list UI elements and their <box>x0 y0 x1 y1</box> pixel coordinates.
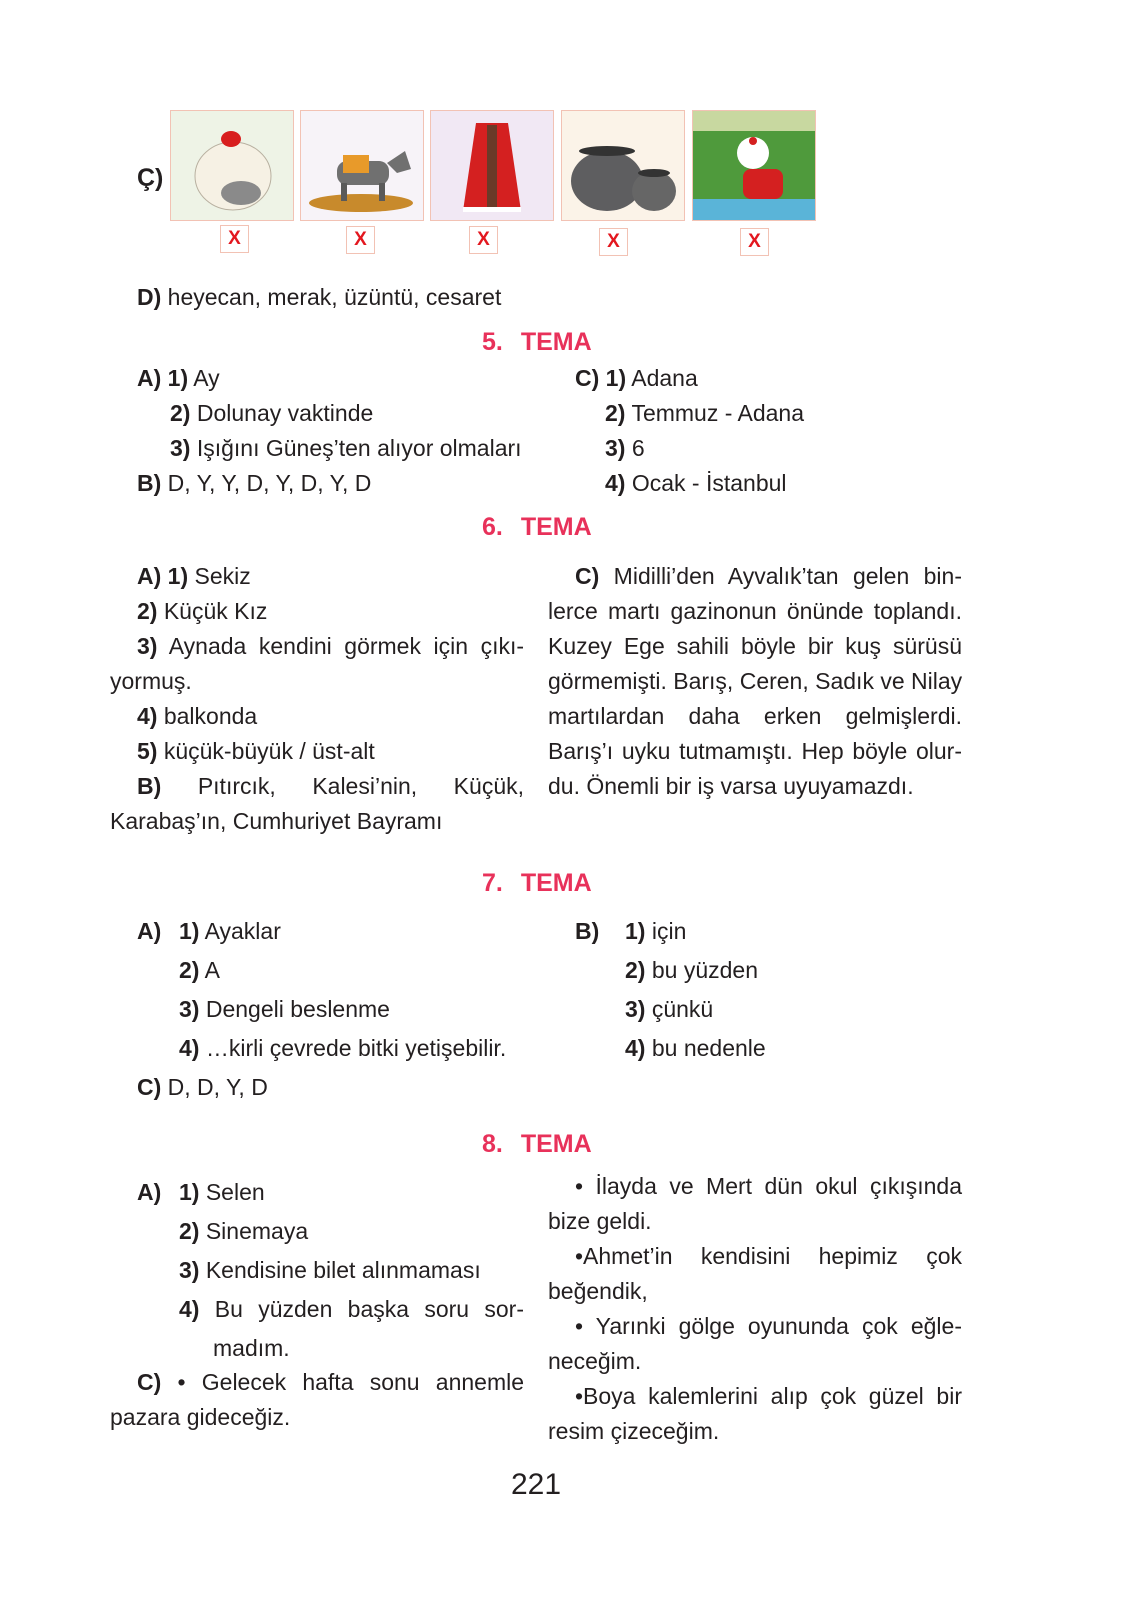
answer-label: A) 1) <box>137 365 189 391</box>
answer-text: 5. <box>482 328 503 356</box>
answer-line <box>137 702 257 730</box>
answer-label: C) <box>575 563 600 589</box>
answer-text: TEMA <box>520 1130 592 1158</box>
answer-text: Kendisine bilet alınmaması <box>205 1257 481 1283</box>
answer-text: Bu yüzden başka soru sor- <box>214 1296 525 1322</box>
answer-text: Adana <box>631 365 698 391</box>
answer-line <box>179 1295 524 1323</box>
answer-text: Ay <box>193 365 220 391</box>
answer-line <box>137 772 524 800</box>
answer-label: C) <box>137 1074 162 1100</box>
answer-text: 8. <box>482 1130 503 1158</box>
answer-line <box>605 434 645 462</box>
paragraph-line: martılardan daha erken gelmişlerdi. <box>548 703 962 729</box>
answer-label: 3) <box>179 996 200 1022</box>
answer-text: • Gelecek hafta sonu annemle <box>177 1369 525 1395</box>
answer-line <box>179 1217 308 1245</box>
answer-line <box>179 1178 265 1206</box>
answer-text: bu yüzden <box>651 957 758 983</box>
answer-line <box>170 434 522 462</box>
cross-mark: X <box>740 228 769 256</box>
answer-line <box>179 956 220 984</box>
answer-line <box>625 917 686 945</box>
answer-label: 2) <box>625 957 646 983</box>
answer-label: 1) <box>625 918 646 944</box>
answer-text: heyecan, merak, üzüntü, cesaret <box>167 284 502 310</box>
answer-line <box>625 995 713 1023</box>
answer-text: 6. <box>482 513 503 541</box>
answer-text: D, D, Y, D <box>167 1074 268 1100</box>
answer-label: C) <box>137 1369 162 1395</box>
answer-label: 4) <box>137 703 158 729</box>
sentence-line: • İlayda ve Mert dün okul çıkışında <box>575 1173 962 1199</box>
answer-text: Sinemaya <box>205 1218 309 1244</box>
tema-6-heading <box>482 512 592 542</box>
answer-text: çünkü <box>651 996 714 1022</box>
answer-text: Ocak - İstanbul <box>631 470 787 496</box>
answer-label: 2) <box>170 400 191 426</box>
answer-d <box>137 283 501 311</box>
answer-line <box>110 667 192 695</box>
answer-label: C) 1) <box>575 365 627 391</box>
answer-line <box>605 469 787 497</box>
answer-line <box>625 1034 766 1062</box>
answer-text: Dolunay vaktinde <box>196 400 374 426</box>
answer-label: B) <box>137 773 162 799</box>
answer-label: 5) <box>137 738 158 764</box>
sentence-line: •Boya kalemlerini alıp çok güzel bir <box>575 1383 962 1409</box>
answer-label: 2) <box>179 1218 200 1244</box>
sentence-line: beğendik, <box>548 1278 648 1304</box>
answer-text: Aynada kendini görmek için çıkı- <box>168 633 525 659</box>
cooking-pots-image <box>561 110 685 221</box>
answer-label: 3) <box>179 1257 200 1283</box>
answer-line: madım. <box>213 1335 290 1361</box>
answer-line <box>137 1368 524 1396</box>
answer-label: 2) <box>137 598 158 624</box>
answer-text: 7. <box>482 869 503 897</box>
answer-line <box>179 995 390 1023</box>
answer-line <box>137 562 251 590</box>
section-label-c-cedilla: Ç) <box>137 164 164 192</box>
answer-text: Küçük Kız <box>163 598 268 624</box>
answer-text: balkonda <box>163 703 258 729</box>
label-a: A) <box>137 918 162 944</box>
answer-text: …kirli çevrede bitki yetişebilir. <box>205 1035 507 1061</box>
answer-text: TEMA <box>520 513 592 541</box>
label-a: A) <box>137 1179 162 1205</box>
answer-text: 6 <box>631 435 645 461</box>
answer-label: 1) <box>179 1179 200 1205</box>
turban-image <box>170 110 294 221</box>
answer-text: yormuş. <box>110 668 192 694</box>
answer-text: Midilli’den Ayvalık’tan gelen bin- <box>613 563 962 589</box>
answer-line <box>575 364 698 392</box>
page-number: 221 <box>510 1468 562 1501</box>
answer-text: Dengeli beslenme <box>205 996 390 1022</box>
paragraph-line: lerce martı gazinonun önünde toplandı. <box>548 598 962 624</box>
tema-8-heading <box>482 1129 592 1159</box>
answer-line <box>625 956 758 984</box>
answer-label: 3) <box>170 435 191 461</box>
answer-text: Selen <box>205 1179 265 1205</box>
sentence-line: resim çizeceğim. <box>548 1418 720 1444</box>
answer-text: küçük-büyük / üst-alt <box>163 738 375 764</box>
label-b: B) <box>575 918 600 944</box>
answer-label: 4) <box>179 1296 200 1322</box>
answer-line <box>170 399 373 427</box>
answer-label: A) 1) <box>137 563 189 589</box>
paragraph-line: Barış’ı uyku tutmamıştı. Hep böyle olur- <box>548 738 962 764</box>
answer-label: B) <box>137 470 162 496</box>
tema-7-heading <box>482 868 592 898</box>
red-kaftan-image <box>430 110 554 221</box>
answer-line <box>179 1034 506 1062</box>
paragraph-line: görmemişti. Barış, Ceren, Sadık ve Nilay <box>548 668 963 694</box>
answer-text: Temmuz - Adana <box>631 400 805 426</box>
answer-label: 1) <box>179 918 200 944</box>
cross-mark: X <box>469 226 498 254</box>
answer-text: Pıtırcık, Kalesi’nin, Küçük, <box>197 773 525 799</box>
paragraph-line <box>575 562 962 590</box>
answer-text: Işığını Güneş’ten alıyor olmaları <box>196 435 522 461</box>
sentence-line: • Yarınki gölge oyununda çok eğle- <box>575 1313 962 1339</box>
answer-line <box>179 1256 481 1284</box>
tema-5-heading <box>482 327 592 357</box>
cross-mark: X <box>346 226 375 254</box>
answer-text: için <box>651 918 687 944</box>
answer-text: A <box>204 957 220 983</box>
paragraph-line: du. Önemli bir iş varsa uyuyamazdı. <box>548 773 914 799</box>
cross-mark: X <box>599 228 628 256</box>
answer-line <box>110 807 442 835</box>
answer-label: 2) <box>179 957 200 983</box>
sentence-line: bize geldi. <box>548 1208 652 1234</box>
answer-line <box>605 399 804 427</box>
donkey-image <box>300 110 424 221</box>
answer-label: 2) <box>605 400 626 426</box>
answer-label: 4) <box>605 470 626 496</box>
answer-line <box>137 469 371 497</box>
label: D) <box>137 284 162 310</box>
answer-text: Karabaş’ın, Cumhuriyet Bayramı <box>110 808 443 834</box>
sentence-line: •Ahmet’in kendisini hepimiz çok <box>575 1243 962 1269</box>
answer-label: 3) <box>137 633 158 659</box>
answer-label: 4) <box>179 1035 200 1061</box>
answer-text: D, Y, Y, D, Y, D, Y, D <box>167 470 372 496</box>
answer-line <box>137 737 375 765</box>
answer-line <box>137 1073 268 1101</box>
cross-mark: X <box>220 225 249 253</box>
answer-line <box>137 364 220 392</box>
answer-text: bu nedenle <box>651 1035 766 1061</box>
answer-label: 3) <box>605 435 626 461</box>
answer-text: TEMA <box>520 328 592 356</box>
sentence-line: neceğim. <box>548 1348 642 1374</box>
answer-line <box>137 597 267 625</box>
answer-text: Sekiz <box>194 563 251 589</box>
answer-label: 3) <box>625 996 646 1022</box>
answer-label: 4) <box>625 1035 646 1061</box>
answer-line: pazara gideceğiz. <box>110 1404 291 1430</box>
answer-line <box>179 917 281 945</box>
answer-text: TEMA <box>520 869 592 897</box>
paragraph-line: Kuzey Ege sahili böyle bir kuş sürüsü <box>548 633 962 659</box>
answer-text: Ayaklar <box>204 918 281 944</box>
answer-line <box>137 632 524 660</box>
hodja-by-stream-image <box>692 110 816 221</box>
